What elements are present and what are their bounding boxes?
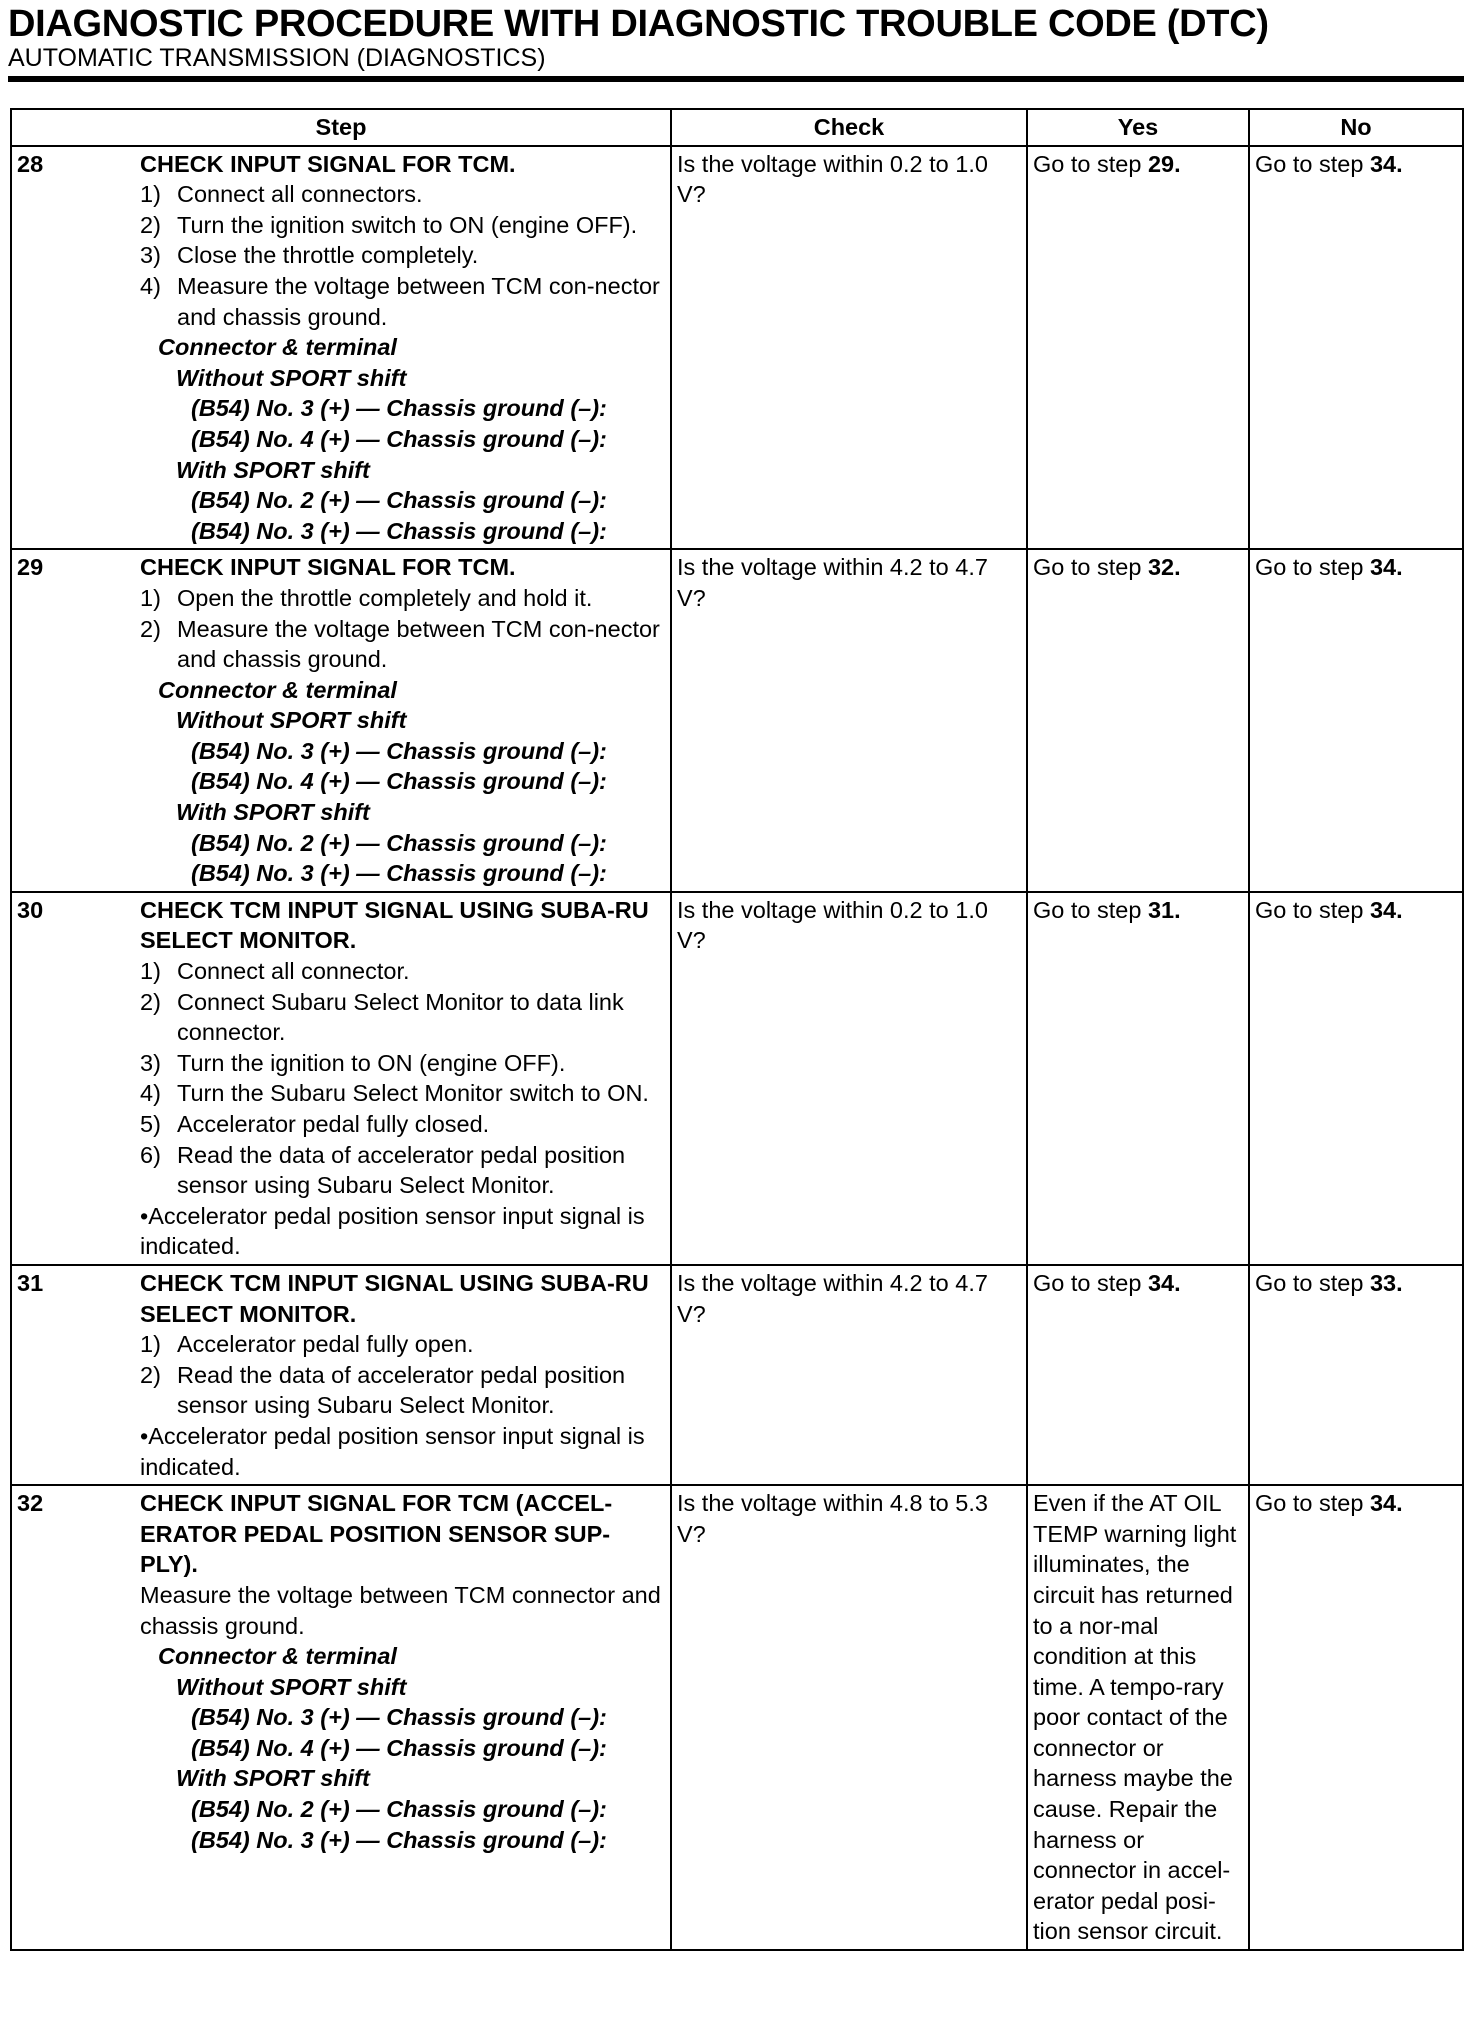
list-item: 6) Read the data of accelerator pedal position sensor using Subaru Select Monitor. (140, 1141, 626, 1199)
column-header-step: Step (11, 109, 671, 146)
step-cell (11, 1265, 671, 1485)
page-subtitle: AUTOMATIC TRANSMISSION (DIAGNOSTICS) (8, 44, 546, 72)
list-item: 2) Read the data of accelerator pedal position sensor using Subaru Select Monitor. (140, 1361, 626, 1419)
column-header-yes: Yes (1027, 109, 1249, 146)
connector-heading: Connector & terminal (158, 1643, 397, 1670)
list-item: 5) Accelerator pedal fully closed. (140, 1111, 490, 1137)
step-title: CHECK INPUT SIGNAL FOR TCM. (140, 150, 516, 177)
yes-cell: Go to step 29. (1027, 146, 1249, 550)
terminal-line: (B54) No. 3 (+) — Chassis ground (–): (191, 1704, 607, 1731)
check-cell: Is the voltage within 4.2 to 4.7 V? (671, 549, 1027, 892)
list-item: 1) Open the throttle completely and hold it. (140, 584, 593, 611)
step-title: CHECK INPUT SIGNAL FOR TCM (ACCEL-ERATOR PEDAL POSITION SENSOR SUP-PLY). (140, 1490, 613, 1578)
check-cell: Is the voltage within 0.2 to 1.0 V? (671, 892, 1027, 1265)
step-cell (11, 1485, 671, 1950)
terminal-line: (B54) No. 2 (+) — Chassis ground (–): (191, 1796, 607, 1823)
check-cell: Is the voltage within 4.2 to 4.7 V? (671, 1265, 1027, 1485)
yes-cell: Go to step 32. (1027, 549, 1249, 892)
check-cell: Is the voltage within 4.8 to 5.3 V? (671, 1485, 1027, 1950)
list-item: 3) Close the throttle completely. (140, 242, 479, 269)
check-cell: Is the voltage within 0.2 to 1.0 V? (671, 146, 1027, 550)
table-row (11, 1485, 1463, 1950)
yes-cell: Even if the AT OIL TEMP warning light illuminates, the circuit has returned to a nor-mal condition at this time. A tempo-rary poor contact of the connector or harness maybe the cause. Repair the harness or connector in accel-erator pedal posi-tion sensor circuit. (1027, 1485, 1249, 1950)
without-sport-heading: Without SPORT shift (176, 364, 407, 391)
terminal-line: (B54) No. 4 (+) — Chassis ground (–): (191, 768, 607, 795)
list-item: 4) Turn the Subaru Select Monitor switch to ON. (140, 1080, 649, 1107)
yes-cell: Go to step 34. (1027, 1265, 1249, 1485)
list-item: 1) Connect all connectors. (140, 181, 423, 208)
connector-heading: Connector & terminal (158, 676, 397, 703)
table-row (11, 146, 1463, 550)
list-item: 4) Measure the voltage between TCM con-nector and chassis ground. (140, 272, 660, 330)
terminal-line: (B54) No. 2 (+) — Chassis ground (–): (191, 829, 607, 856)
table-row (11, 1265, 1463, 1485)
no-cell: Go to step 34. (1249, 892, 1463, 1265)
terminal-line: (B54) No. 4 (+) — Chassis ground (–): (191, 1734, 607, 1761)
step-note: •Accelerator pedal position sensor input signal is indicated. (140, 1422, 645, 1480)
terminal-line: (B54) No. 2 (+) — Chassis ground (–): (191, 487, 607, 514)
step-number: 29 (17, 554, 44, 581)
table-header-row (11, 109, 1463, 146)
with-sport-heading: With SPORT shift (176, 456, 370, 483)
page-title: DIAGNOSTIC PROCEDURE WITH DIAGNOSTIC TROUBLE CODE (DTC) (8, 3, 1269, 45)
no-cell: Go to step 34. (1249, 1485, 1463, 1950)
no-cell: Go to step 34. (1249, 146, 1463, 550)
step-note: •Accelerator pedal position sensor input signal is indicated. (140, 1202, 645, 1260)
step-number: 30 (17, 896, 44, 923)
connector-heading: Connector & terminal (158, 334, 397, 361)
terminal-line: (B54) No. 3 (+) — Chassis ground (–): (191, 517, 607, 544)
list-item: 2) Connect Subaru Select Monitor to data link connector. (140, 988, 624, 1046)
terminal-line: (B54) No. 4 (+) — Chassis ground (–): (191, 425, 607, 452)
column-header-no: No (1249, 109, 1463, 146)
terminal-line: (B54) No. 3 (+) — Chassis ground (–): (191, 1826, 607, 1853)
yes-cell: Go to step 31. (1027, 892, 1249, 1265)
column-header-check: Check (671, 109, 1027, 146)
table-row (11, 892, 1463, 1265)
list-item: 3) Turn the ignition to ON (engine OFF). (140, 1049, 566, 1076)
step-title: CHECK INPUT SIGNAL FOR TCM. (140, 554, 516, 581)
terminal-line: (B54) No. 3 (+) — Chassis ground (–): (191, 737, 607, 764)
no-cell: Go to step 34. (1249, 549, 1463, 892)
step-number: 31 (17, 1269, 44, 1296)
terminal-line: (B54) No. 3 (+) — Chassis ground (–): (191, 860, 607, 887)
list-item: 1) Accelerator pedal fully open. (140, 1331, 474, 1358)
with-sport-heading: With SPORT shift (176, 799, 370, 826)
list-item: 2) Measure the voltage between TCM con-nector and chassis ground. (140, 615, 660, 673)
step-cell (11, 892, 671, 1265)
step-number: 32 (17, 1490, 44, 1517)
table-row (11, 549, 1463, 892)
without-sport-heading: Without SPORT shift (176, 1673, 407, 1700)
step-number: 28 (17, 150, 44, 177)
step-instruction: Measure the voltage between TCM connector and chassis ground. (140, 1581, 661, 1639)
with-sport-heading: With SPORT shift (176, 1765, 370, 1792)
terminal-line: (B54) No. 3 (+) — Chassis ground (–): (191, 395, 607, 422)
step-title: CHECK TCM INPUT SIGNAL USING SUBA-RU SELECT MONITOR. (140, 1269, 649, 1327)
list-item: 2) Turn the ignition switch to ON (engine OFF). (140, 211, 638, 238)
without-sport-heading: Without SPORT shift (176, 707, 407, 734)
step-cell (11, 146, 671, 550)
diagnostic-table (10, 108, 1464, 1951)
no-cell: Go to step 33. (1249, 1265, 1463, 1485)
step-cell (11, 549, 671, 892)
list-item: 1) Connect all connector. (140, 958, 410, 985)
step-title: CHECK TCM INPUT SIGNAL USING SUBA-RU SELECT MONITOR. (140, 896, 649, 954)
header-divider (8, 76, 1464, 82)
